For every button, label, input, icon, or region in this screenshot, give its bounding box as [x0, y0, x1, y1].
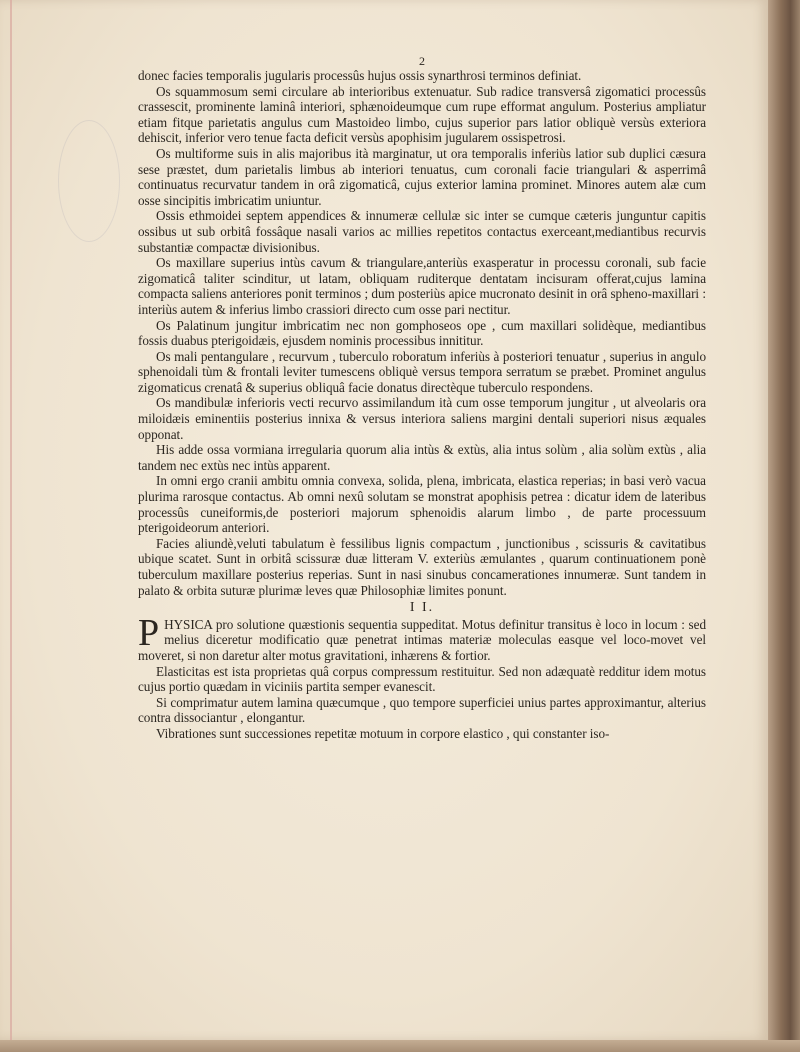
paragraph: donec facies temporalis jugularis processûs hujus ossis synarthrosi terminos definiat.: [138, 68, 582, 83]
paragraph: Os mali pentangulare , recurvum , tuberculo roboratum inferiùs à posteriori tenuatur , superius in angulo sphenoidali tùm & frontali leviter tumescens obliquè versus tempora serratum se præbet. Prominet angulus zigomaticus crenatâ & superius obliquâ facie donatus directèque tuberculo respondens.: [138, 348, 706, 395]
paragraph: Os multiforme suis in alis majoribus ità marginatur, ut ora temporalis inferiùs latior sub duplici cæsura sese præstet, dum parietalis limbus ab interiori tenuatus, cum coronali facie triangulari & asperrimâ continuatus recurvatur tandem in orâ zigomaticâ, cujus exterior lamina prominet. Minores autem alæ cum osse sincipitis imbricatim uniuntur.: [138, 145, 706, 208]
paragraph: In omni ergo cranii ambitu omnia convexa, solida, plena, imbricata, elastica reperias; in basi verò vacua plurima rarosque contactus. Ab omni nexû solutam se monstrat apophisis petrea : dicatur idem de lateribus processûs cuneiformis,de posteriori majorum sphenoidis alarum limbo , de parte processuum pterigoideorum anteriori.: [138, 473, 706, 536]
paragraph: Os maxillare superius intùs cavum & triangulare,anteriùs exasperatur in processu coronali, sub facie zigomaticâ taliter scinditur, ut latam, obliquam ruditerque dentatam incisuram offerat,cujus lamina compacta saliens anteriores ponit terminos ; dum posteriùs apice mucronato desinit in orâ spheno-maxillari : interiùs autem & inferius limbo crassiori directo cum osse pari nectitur.: [138, 255, 706, 317]
paragraph: Os mandibulæ inferioris vecti recurvo assimilandum ità cum osse temporum jungitur , ut alveolaris ora miloidæis eminentiis posterius innixa & versus interiora saliens margini dentali superiori nisus æquales opponat.: [138, 395, 706, 442]
faded-library-stamp: [58, 120, 120, 242]
page-bottom-shadow: [0, 1040, 800, 1052]
page-number: 2: [419, 54, 425, 68]
paragraph: His adde ossa vormiana irregularia quorum alia intùs & extùs, alia intus solùm , alia solùm extùs , alia tandem nec extùs nec intùs apparent.: [138, 442, 706, 473]
paragraph: Elasticitas est ista proprietas quâ corpus compressum restituitur. Sed non adæquatè redditur idem motus cujus portio quædam in viciniis partita semper evanescit.: [138, 663, 706, 695]
paragraph: Os squammosum semi circulare ab interioribus extenuatur. Sub radice transversâ zigomatici processûs crassescit, prominente laminâ interiori, sphænoideumque cum rupe efformat angulum. Posterius ampliatur etiam fitque parietatis angulus cum Mastoideo limbo, cujus superior pars latior obliquè versùs exteriora dehiscit, inferior vero tenue facta deficit versùs apophisim jugularem ossispetrosi.: [138, 83, 706, 146]
paragraph: Si comprimatur autem lamina quæcumque , quo tempore superficiei unius partes approximantur, alterius contra dissociantur , elongantur.: [138, 694, 706, 726]
paragraph: Ossis ethmoidei septem appendices & innumeræ cellulæ sic inter se cumque cæteris junguntur capitis ossibus ut sub orbitâ fossâque nasali varios ac millies repetitos contactus exerceant,mediantibus recurvis substantiæ compactæ divisionibus.: [138, 208, 706, 255]
page-edge-line: [10, 0, 12, 1040]
paragraph: Os Palatinum jungitur imbricatim nec non gomphoseos ope , cum maxillari solidèque, mediantibus fossis duabus pterigoidæis, ejusdem nominis processibus innititur.: [138, 317, 706, 349]
drop-cap: P: [138, 611, 160, 654]
paragraph: Facies aliundè,veluti tabulatum è fessilibus lignis compactum , junctionibus , scissuris & cavitatibus ubique scatet. Sunt in orbitâ scissuræ duæ litteram V. exteriùs æmulantes , quarum continuationem ponè tuberculum maxillare posterius reperias. Sunt in nasi sinubus concamerationes innumeræ. Sunt tandem in palato & orbita suturæ plurimæ leves quæ Philosophiæ limites ponunt.: [138, 535, 706, 598]
paragraph: Vibrationes sunt successiones repetitæ motuum in corpore elastico , qui constanter iso-: [156, 725, 610, 741]
book-spine-edge: [768, 0, 800, 1052]
text-column: [138, 54, 706, 742]
section-first-paragraph: [138, 611, 706, 664]
section-first-paragraph-text: HYSICA pro solutione quæstionis sequentia suppeditat. Motus definitur transitus è loco in locum : sed melius diceretur modificatio quæ penetrat intimas materiæ moleculas easque vel loco-movet vel moveret, si non daretur alter motus gravitationi, inhærens & fortior.: [138, 616, 706, 663]
section-heading: I I.: [409, 600, 435, 616]
